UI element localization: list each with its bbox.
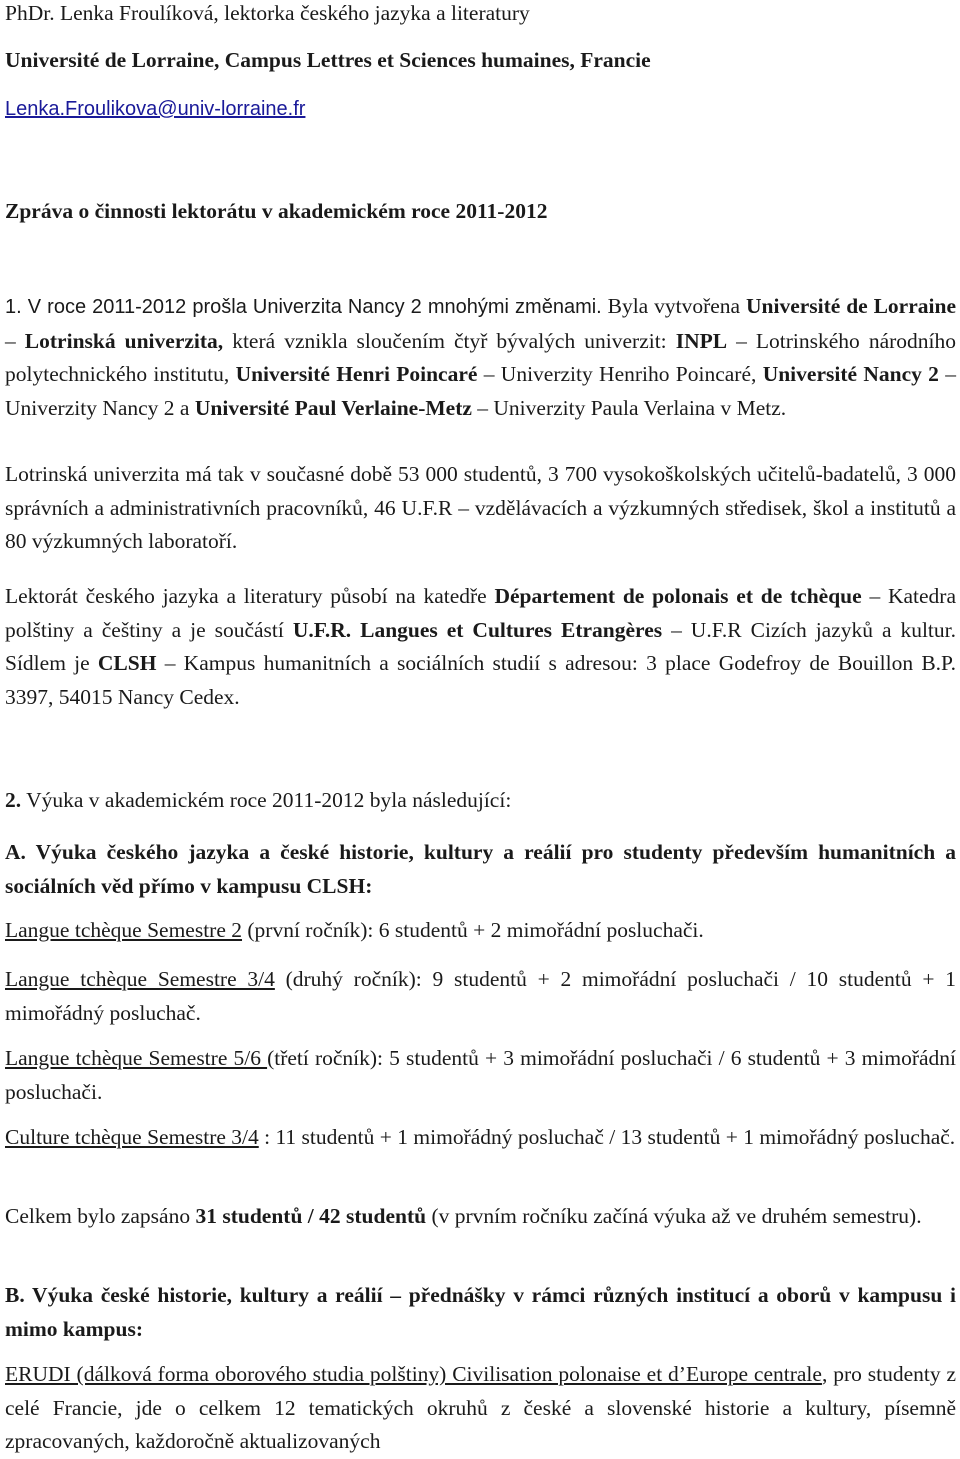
- enrollment-total: Celkem bylo zapsáno 31 studentů / 42 studentů (v prvním ročníku začíná výuka až ve druhém semestru).: [5, 1204, 922, 1228]
- erudi-name: ERUDI (dálková forma oborového studia polštiny) Civilisation polonaise et d’Europe centrale: [5, 1362, 822, 1386]
- course-item: Langue tchèque Semestre 5/6 (třetí ročník): 5 studentů + 3 mimořádní posluchači / 6 studentů + 3 mimořádní posluchači.: [5, 1046, 956, 1104]
- course-item: Langue tchèque Semestre 3/4 (druhý ročník): 9 studentů + 2 mimořádní posluchači / 10 studentů + 1 mimořádný posluchač.: [5, 967, 956, 1025]
- author-line: PhDr. Lenka Froulíková, lektorka českého jazyka a literatury: [5, 1, 530, 25]
- course-name: Langue tchèque Semestre 2: [5, 918, 243, 942]
- course-name: Culture tchèque Semestre 3/4: [5, 1125, 259, 1149]
- course-item: Langue tchèque Semestre 2 (první ročník): 6 studentů + 2 mimořádní posluchači.: [5, 918, 704, 942]
- course-name: Langue tchèque Semestre 3/4: [5, 967, 275, 991]
- part-b-heading: B. Výuka české historie, kultury a reálií – přednášky v rámci různých institucí a oborů v kampusu i mimo kampus:: [5, 1283, 956, 1341]
- course-item: Culture tchèque Semestre 3/4 : 11 studentů + 1 mimořádný posluchač / 13 studentů + 1 mimořádný posluchač.: [5, 1125, 956, 1149]
- section1-paragraph1: 1. V roce 2011-2012 prošla Univerzita Nancy 2 mnohými změnami. Byla vytvořena Université de Lorraine – Lotrinská univerzita, která vznikla sloučením čtyř bývalých univerzit: INPL – Lotrinského národního polytechnického institutu, Université Henri Poincaré – Univerzity Henriho Poincaré, Université Nancy 2 – Univerzity Nancy 2 a Université Paul Verlaine-Metz – Univerzity Paula Verlaina v Metz.: [5, 294, 957, 420]
- erudi-paragraph: ERUDI (dálková forma oborového studia polštiny) Civilisation polonaise et d’Europe centrale, pro studenty z celé Francie, jde o celkem 12 tematických okruhů z české a slovenské historie a kultury, písemně zpracovaných, každoročně aktualizovaných: [5, 1362, 956, 1453]
- section1-paragraph2: Lotrinská univerzita má tak v současné době 53 000 studentů, 3 700 vysokoškolských učitelů-badatelů, 3 000 správních a administrativních pracovníků, 46 U.F.R – vzdělávacích a výzkumných středisek, škol a institutů a 80 výzkumných laboratoří.: [5, 462, 956, 553]
- report-title: Zpráva o činnosti lektorátu v akademickém roce 2011-2012: [5, 199, 548, 223]
- section1-paragraph3: Lektorát českého jazyka a literatury působí na katedře Département de polonais et de tchèque – Katedra polštiny a češtiny a je součástí U.F.R. Langues et Cultures Etrangères – U.F.R Cizích jazyků a kultur. Sídlem je CLSH – Kampus humanitních a sociálních studií s adresou: 3 place Godefroy de Bouillon B.P. 3397, 54015 Nancy Cedex.: [5, 584, 957, 709]
- course-name: Langue tchèque Semestre 5/6: [5, 1046, 268, 1070]
- email-link[interactable]: Lenka.Froulikova@univ-lorraine.fr: [5, 98, 306, 120]
- section1-intro: 1. V roce 2011-2012 prošla Univerzita Nancy 2 mnohými změnami.: [5, 296, 602, 318]
- university-line: Université de Lorraine, Campus Lettres et Sciences humaines, Francie: [5, 48, 651, 72]
- section2-heading: 2. Výuka v akademickém roce 2011-2012 byla následující:: [5, 788, 512, 812]
- part-a-heading: A. Výuka českého jazyka a české historie, kultury a reálií pro studenty především humanitních a sociálních věd přímo v kampusu CLSH:: [5, 840, 956, 898]
